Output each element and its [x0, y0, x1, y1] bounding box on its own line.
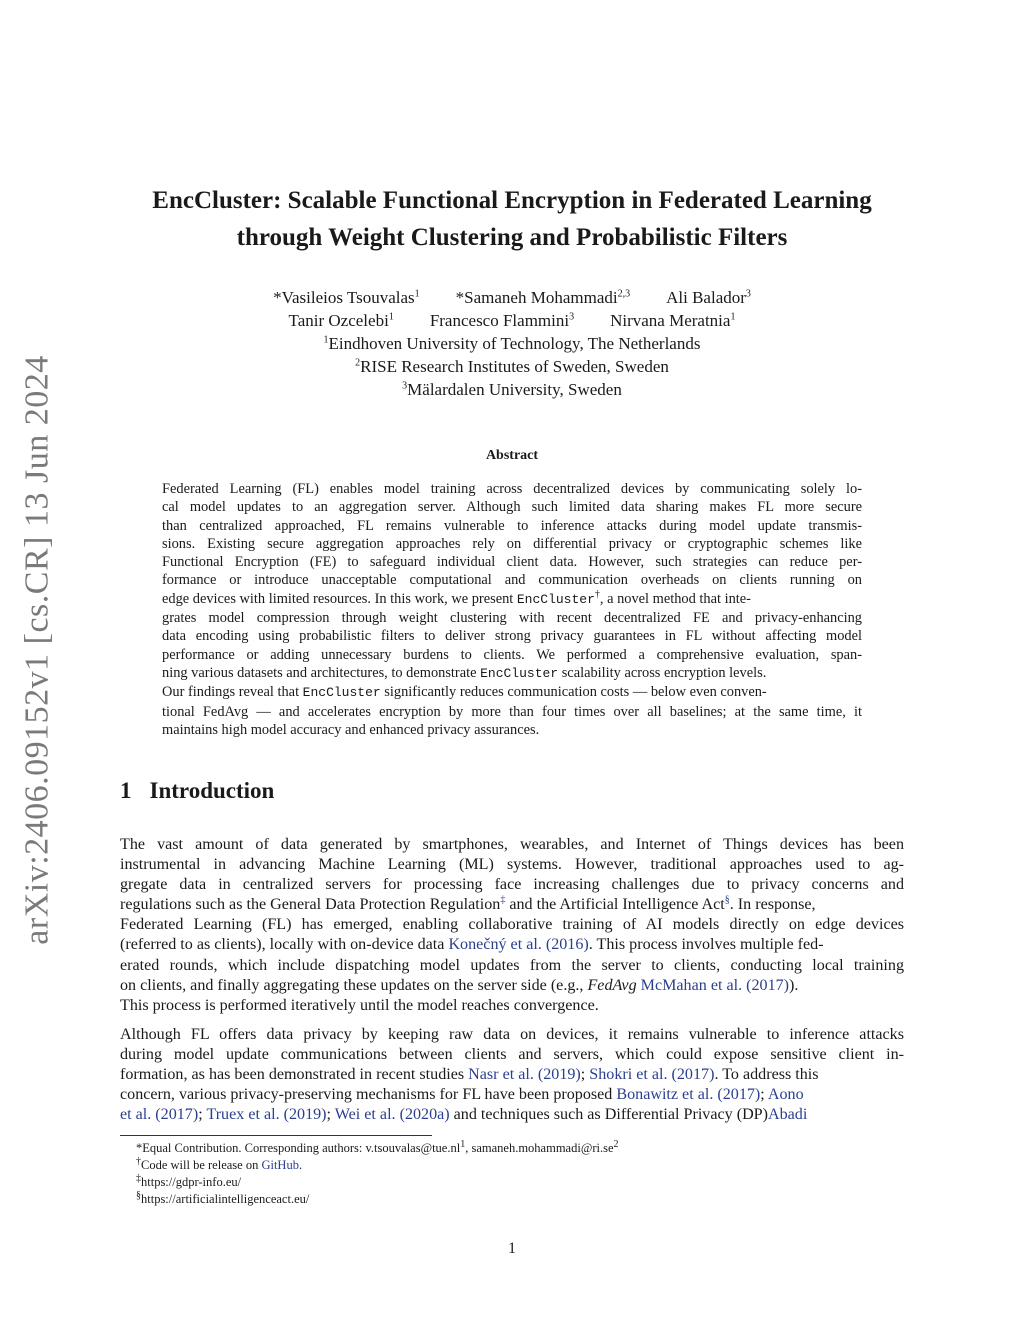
abstract-line: sions. Existing secure aggregation approaches rely on differential privacy or cryptographic schemes like [162, 535, 862, 552]
abstract-line: grates model compression through weight clustering with recent decentralized FE and privacy-enhancing [162, 610, 862, 627]
method-name: EncCluster [302, 685, 381, 701]
footnote: †Code will be release on GitHub. [136, 1155, 303, 1172]
abstract-line: performance or adding unnecessary burdens to clients. We performed a comprehensive evaluation, span- [162, 646, 862, 663]
footnote: ‡https://gdpr-info.eu/ [136, 1172, 242, 1189]
abstract-line: cal model updates to an aggregation server. Although such limited data sharing makes FL more secure [162, 499, 862, 516]
body-line: (referred to as clients), locally with on-device data Konečný et al. (2016). This process involves multiple fed- [120, 936, 824, 954]
footnote-divider [120, 1135, 432, 1136]
citation-link[interactable]: Wei et al. (2020a) [334, 1106, 450, 1124]
title-line-1: EncCluster: Scalable Functional Encryption in Federated Learning [152, 187, 872, 214]
abstract-line: edge devices with limited resources. In this work, we present EncCluster†, a novel method that inte- [162, 588, 751, 607]
method-name: EncCluster [516, 591, 595, 607]
footnotes [136, 1140, 619, 1208]
author: Nirvana Meratnia$^1$ [610, 311, 736, 330]
citation-link[interactable]: Truex et al. (2019) [206, 1106, 327, 1124]
abstract-heading: Abstract [485, 448, 539, 463]
page-number: 1 [508, 1240, 516, 1257]
body-line: on clients, and finally aggregating these updates on the server side (e.g., FedAvg McMahan et al. (2017)). [120, 976, 799, 994]
author: Ali Balador$^3$ [666, 288, 751, 307]
abstract-line: ning various datasets and architectures, to demonstrate EncCluster scalability across encryption levels. [162, 664, 767, 681]
body-line: concern, various privacy-preserving mechanisms for FL have been proposed Bonawitz et al. (2017); Aono [120, 1086, 804, 1104]
body-line: Federated Learning (FL) has emerged, enabling collaborative training of AI models directly on edge devices [120, 916, 904, 934]
github-link[interactable]: GitHub [261, 1158, 299, 1172]
citation-link[interactable]: Aono [767, 1086, 804, 1104]
footnote-ref-link[interactable]: § [724, 894, 730, 906]
gdpr-url: https://gdpr-info.eu/ [141, 1175, 242, 1189]
body-line: regulations such as the General Data Protection Regulation‡ and the Artificial Intelligence Act§. In response, [120, 894, 816, 914]
citation-link[interactable]: Abadi [768, 1106, 808, 1124]
footnote: §https://artificialintelligenceact.eu/ [136, 1189, 310, 1206]
abstract-line: than centralized approached, FL remains vulnerable to inference attacks during model update transmis- [162, 517, 862, 534]
arxiv-identifier-stamp [8, 355, 68, 945]
intro-paragraph-1 [120, 835, 904, 1016]
author: *Vasileios Tsouvalas$^1$ [273, 288, 420, 307]
affiliation: $^3$Mälardalen University, Sweden [402, 380, 622, 399]
abstract-line: Federated Learning (FL) enables model training across decentralized devices by communicating solely lo- [162, 481, 862, 497]
affiliation: $^2$RISE Research Institutes of Sweden, Sweden [355, 357, 669, 376]
abstract-line: formance or introduce unacceptable computational and communication overheads on clients running on [162, 572, 862, 589]
body-line: erated rounds, which include dispatching model updates from the server to clients, conducting local training [120, 956, 904, 974]
citation-link[interactable]: et al. (2017) [120, 1106, 199, 1124]
author-block [120, 286, 904, 401]
body-line: gregate data in centralized servers for processing face increasing challenges due to privacy concerns and [120, 876, 904, 894]
body-line: instrumental in advancing Machine Learning (ML) systems. However, traditional approaches used to ag- [120, 856, 904, 874]
author: Tanir Ozcelebi$^1$ [288, 311, 394, 330]
citation-link[interactable]: Shokri et al. (2017) [589, 1066, 715, 1084]
abstract-line: maintains high model accuracy and enhanced privacy assurances. [162, 721, 540, 738]
footnote: *Equal Contribution. Corresponding authors: $v.tsouvalas@tue.nl^1$, $samaneh.mohammadi@ri.se^2$ [136, 1138, 619, 1155]
body-line: The vast amount of data generated by smartphones, wearables, and Internet of Things devices has been [120, 836, 904, 853]
citation-link[interactable]: Bonawitz et al. (2017) [616, 1086, 761, 1104]
abstract-line: tional FedAvg — and accelerates encryption by more than four times over all baselines; at the same time, it [162, 703, 862, 720]
arxiv-id-text: arXiv:2406.09152v1 [cs.CR] 13 Jun 2024 [19, 355, 57, 945]
method-name: EncCluster [480, 665, 559, 681]
citation-link[interactable]: McMahan et al. (2017) [640, 976, 790, 994]
affiliation: $^1$Eindhoven University of Technology, The Netherlands [323, 334, 701, 353]
body-line: during model update communications between clients and servers, which could expose sensitive client in- [120, 1046, 904, 1064]
citation-link[interactable]: Konečný et al. (2016) [448, 936, 589, 954]
body-line: formation, as has been demonstrated in recent studies Nasr et al. (2019); Shokri et al. (2017). To address this [120, 1066, 819, 1084]
author-row-1 [120, 286, 904, 309]
section-heading-introduction [120, 778, 292, 804]
abstract-line: data encoding using probabilistic filters to deliver strong privacy guarantees in FL without affecting model [162, 628, 862, 645]
section-number: 1 [120, 778, 132, 803]
title-line-2: through Weight Clustering and Probabilistic Filters [236, 224, 788, 251]
paper-title [120, 182, 904, 256]
footnote-ref-link[interactable]: ‡ [500, 894, 506, 906]
section-title-text: Introduction [149, 778, 275, 803]
author: *Samaneh Mohammadi$^{2,3}$ [455, 288, 631, 307]
body-line: et al. (2017); Truex et al. (2019); Wei et al. (2020a) and techniques such as Differential Privacy (DP)Abadi [120, 1106, 808, 1124]
abstract-line: Functional Encryption (FE) to safeguard individual client data. However, such strategies can reduce per- [162, 554, 862, 571]
intro-paragraph-2 [120, 1025, 904, 1125]
body-line: This process is performed iteratively until the model reaches convergence. [120, 996, 599, 1014]
author-row-2 [120, 309, 904, 332]
citation-link[interactable]: Nasr et al. (2019) [468, 1066, 581, 1084]
body-line: Although FL offers data privacy by keeping raw data on devices, it remains vulnerable to inference attacks [120, 1026, 904, 1043]
author: Francesco Flammini$^3$ [429, 311, 575, 330]
abstract-line: Our findings reveal that EncCluster significantly reduces communication costs — below even conven- [162, 684, 767, 701]
abstract-body [162, 480, 862, 739]
ai-act-url: https://artificialintelligenceact.eu/ [141, 1192, 310, 1206]
